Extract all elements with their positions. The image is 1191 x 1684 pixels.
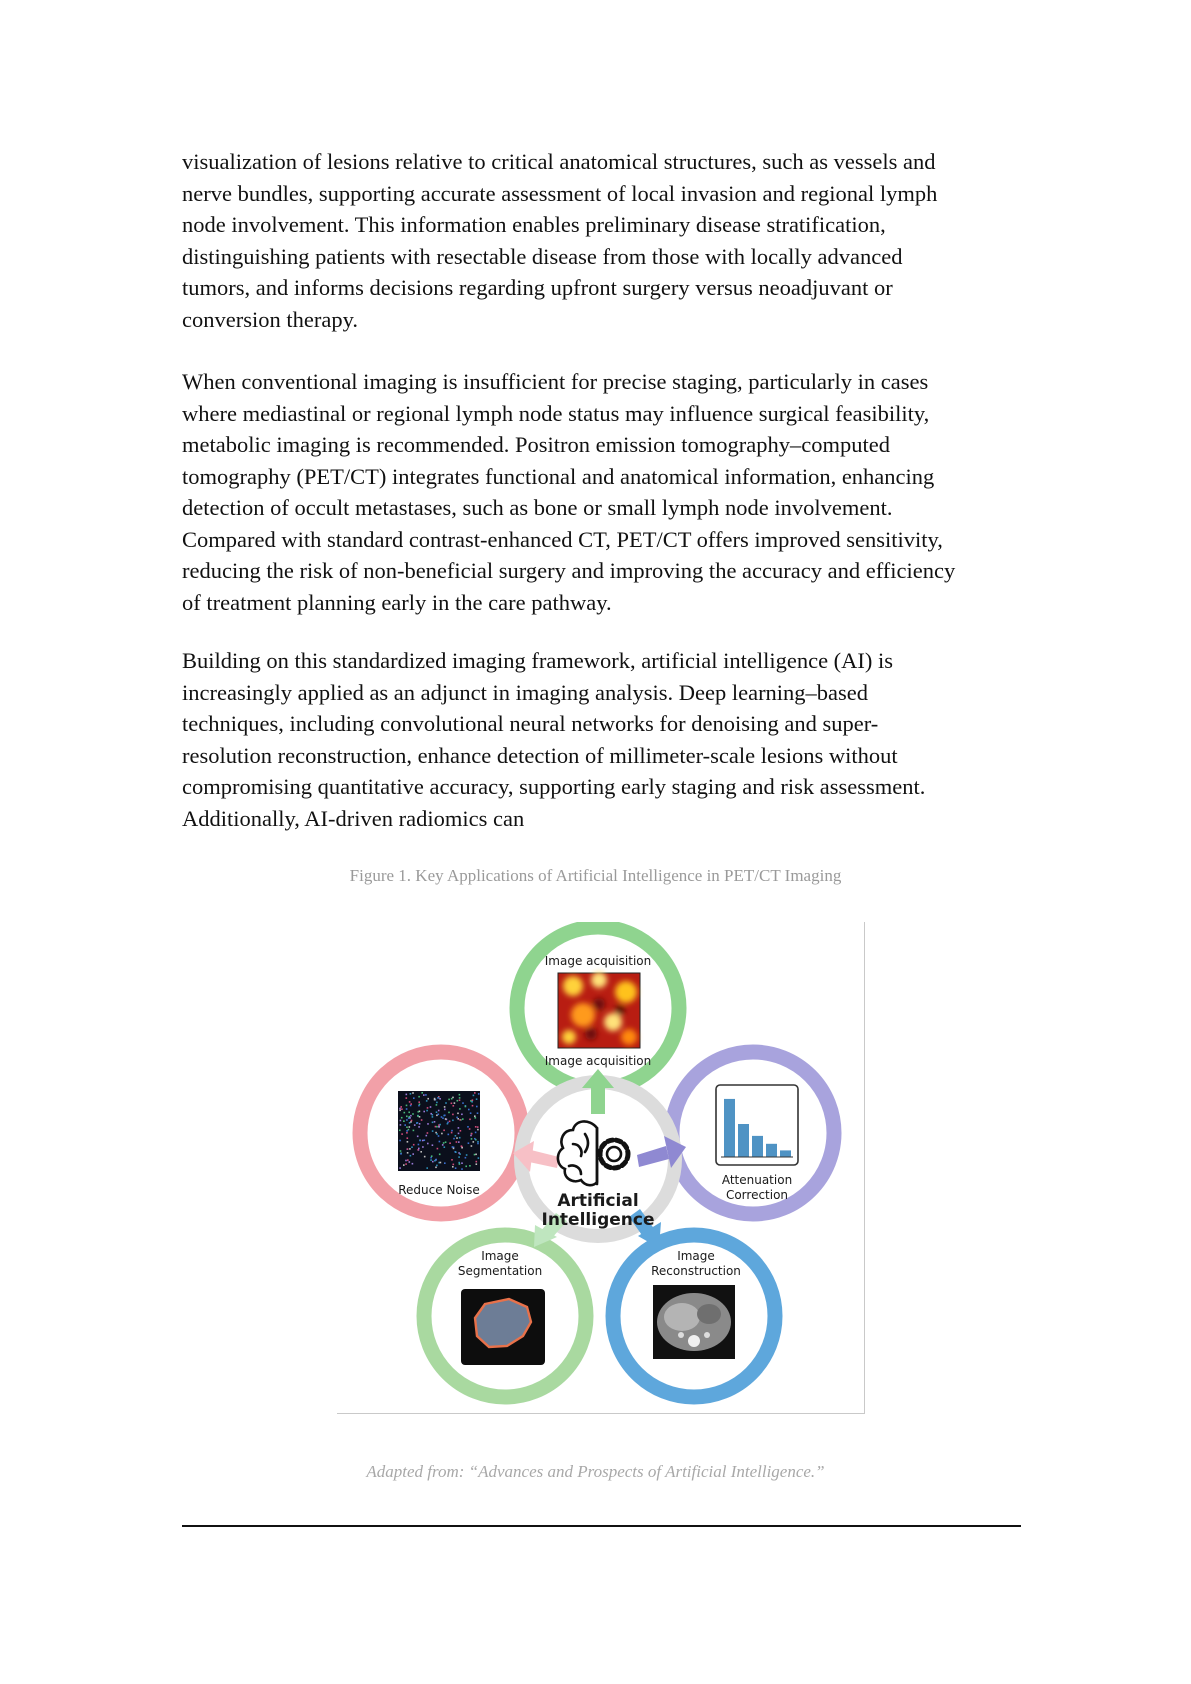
noise-speck — [436, 1133, 438, 1135]
noise-speck — [410, 1121, 412, 1123]
noise-speck — [453, 1148, 455, 1150]
noise-speck — [452, 1097, 454, 1099]
noise-speck — [401, 1117, 403, 1119]
noise-speck — [452, 1120, 454, 1122]
noise-speck — [470, 1135, 472, 1137]
noise-speck — [458, 1141, 460, 1143]
noise-speck — [427, 1107, 429, 1109]
noise-speck — [451, 1159, 453, 1161]
noise-speck — [453, 1164, 455, 1166]
noise-speck — [476, 1098, 478, 1100]
noise-speck — [451, 1132, 453, 1134]
noise-speck — [444, 1106, 446, 1108]
paragraph-line: node involvement. This information enables preliminary disease stratification, — [182, 212, 886, 237]
noise-speck — [449, 1142, 451, 1144]
noise-speck — [407, 1159, 409, 1161]
noise-speck — [457, 1118, 459, 1120]
noise-speck — [445, 1118, 447, 1120]
noise-speck — [419, 1140, 421, 1142]
center-label-line2: Intelligence — [541, 1210, 655, 1230]
noise-speck — [438, 1126, 440, 1128]
noise-speck — [456, 1117, 458, 1119]
noise-speck — [462, 1102, 464, 1104]
noise-speck — [426, 1167, 428, 1169]
noise-speck — [445, 1102, 447, 1104]
noise-speck — [407, 1152, 409, 1154]
noise-speck — [413, 1130, 415, 1132]
noise-speck — [417, 1115, 419, 1117]
noise-speck — [413, 1144, 415, 1146]
noise-speck — [477, 1126, 479, 1128]
noise-speck — [410, 1115, 412, 1117]
noise-speck — [436, 1115, 438, 1117]
figure-source: Adapted from: “Advances and Prospects of Artificial Intelligence.” — [366, 1462, 825, 1481]
noise-speck — [459, 1163, 461, 1165]
noise-speck — [417, 1149, 419, 1151]
noise-speck — [458, 1156, 460, 1158]
noise-speck — [407, 1148, 409, 1150]
noise-speck — [456, 1141, 458, 1143]
noise-speck — [452, 1146, 454, 1148]
paragraph-line: Compared with standard contrast-enhanced CT, PET/CT offers improved sensitivity, — [182, 526, 943, 552]
noise-speck — [459, 1119, 461, 1121]
histogram-bar — [752, 1136, 763, 1157]
paragraph-line: visualization of lesions relative to critical anatomical structures, such as vessels and — [182, 149, 936, 174]
noise-speck — [406, 1105, 408, 1107]
noise-speck — [419, 1104, 421, 1106]
noise-speck — [461, 1162, 463, 1164]
noise-speck — [477, 1112, 479, 1114]
noise-speck — [410, 1155, 412, 1157]
noise-speck — [443, 1130, 445, 1132]
noise-speck — [454, 1102, 456, 1104]
noisy-scan-image — [398, 1091, 480, 1171]
noise-speck — [427, 1123, 429, 1125]
noise-speck — [475, 1126, 477, 1128]
noise-speck — [430, 1157, 432, 1159]
noise-speck — [425, 1094, 427, 1096]
noise-speck — [423, 1094, 425, 1096]
center-label-line1: Artificial — [557, 1191, 639, 1211]
attenuation-label-line2: Correction — [725, 1188, 789, 1202]
noise-speck — [409, 1122, 411, 1124]
paragraph-line: When conventional imaging is insufficient for precise staging, particularly in cases — [182, 369, 929, 394]
noise-speck — [400, 1120, 402, 1122]
noise-speck — [409, 1116, 411, 1118]
acquisition-label-top: Image acquisition — [544, 954, 652, 968]
paragraph-line: of treatment planning early in the care pathway. — [182, 589, 612, 615]
paragraph-line: Additionally, AI-driven radiomics can — [182, 805, 525, 831]
noise-speck — [438, 1110, 440, 1112]
noise-speck — [431, 1155, 433, 1157]
noise-speck — [455, 1167, 457, 1169]
noise-speck — [436, 1165, 438, 1167]
noise-speck — [442, 1117, 444, 1119]
noise-speck — [418, 1126, 420, 1128]
noise-speck — [461, 1114, 463, 1116]
noise-speck — [399, 1167, 401, 1169]
noise-speck — [432, 1144, 434, 1146]
noise-speck — [436, 1104, 438, 1106]
noise-speck — [411, 1120, 413, 1122]
noise-speck — [406, 1119, 408, 1121]
noise-speck — [456, 1137, 458, 1139]
noise-speck — [472, 1099, 474, 1101]
noise-speck — [458, 1127, 460, 1129]
noise-speck — [422, 1146, 424, 1148]
noise-speck — [406, 1094, 408, 1096]
noise-speck — [423, 1111, 425, 1113]
noise-speck — [469, 1165, 471, 1167]
noise-speck — [467, 1126, 469, 1128]
noise-speck — [465, 1166, 467, 1168]
histogram-bar — [724, 1099, 735, 1157]
noise-speck — [409, 1161, 411, 1163]
noise-speck — [444, 1146, 446, 1148]
paragraph-line: reducing the risk of non-beneficial surgery and improving the accuracy and efficiency — [182, 558, 956, 583]
noise-speck — [418, 1148, 420, 1150]
noise-speck — [399, 1140, 401, 1142]
noise-speck — [435, 1167, 437, 1169]
noise-speck — [436, 1126, 438, 1128]
noise-speck — [426, 1100, 428, 1102]
noise-speck — [453, 1138, 455, 1140]
noise-speck — [418, 1144, 420, 1146]
noise-speck — [458, 1162, 460, 1164]
paragraph-line: tumors, and informs decisions regarding upfront surgery versus neoadjuvant or — [182, 275, 893, 300]
noise-speck — [471, 1145, 473, 1147]
noise-speck — [473, 1141, 475, 1143]
noise-speck — [417, 1122, 419, 1124]
noise-speck — [476, 1163, 478, 1165]
noise-speck — [422, 1140, 424, 1142]
noise-speck — [406, 1126, 408, 1128]
noise-speck — [441, 1116, 443, 1118]
noise-speck — [408, 1112, 410, 1114]
figure-caption: Figure 1. Key Applications of Artificial Intelligence in PET/CT Imaging — [349, 866, 842, 885]
noise-speck — [466, 1154, 468, 1156]
noise-speck — [459, 1108, 461, 1110]
noise-speck — [438, 1135, 440, 1137]
paragraph-3 — [182, 645, 1022, 834]
noise-speck — [410, 1103, 412, 1105]
noise-speck — [399, 1130, 401, 1132]
noise-speck — [421, 1119, 423, 1121]
noise-speck — [447, 1122, 449, 1124]
noise-speck — [458, 1133, 460, 1135]
paragraph-2 — [182, 366, 1022, 618]
noise-speck — [430, 1113, 432, 1115]
paragraph-line: conversion therapy. — [182, 306, 358, 332]
noise-speck — [414, 1124, 416, 1126]
noise-speck — [448, 1112, 450, 1114]
noise-speck — [417, 1136, 419, 1138]
noise-speck — [409, 1101, 411, 1103]
histogram-image — [716, 1085, 798, 1165]
noise-speck — [404, 1112, 406, 1114]
reduce-noise-label: Reduce Noise — [398, 1183, 480, 1197]
noise-speck — [430, 1106, 432, 1108]
segmentation-label-line2: Segmentation — [457, 1264, 543, 1278]
noise-speck — [432, 1130, 434, 1132]
noise-speck — [403, 1164, 405, 1166]
noise-speck — [475, 1132, 477, 1134]
paragraph-line: detection of occult metastases, such as bone or small lymph node involvement. — [182, 495, 893, 520]
noise-speck — [477, 1143, 479, 1145]
noise-speck — [471, 1133, 473, 1135]
noise-speck — [461, 1145, 463, 1147]
noise-speck — [452, 1166, 454, 1168]
noise-speck — [427, 1098, 429, 1100]
noise-speck — [401, 1108, 403, 1110]
noise-speck — [476, 1106, 478, 1108]
noise-speck — [411, 1146, 413, 1148]
noise-speck — [437, 1148, 439, 1150]
noise-speck — [451, 1103, 453, 1105]
noise-speck — [430, 1159, 432, 1161]
noise-speck — [444, 1115, 446, 1117]
noise-speck — [439, 1154, 441, 1156]
noise-speck — [474, 1154, 476, 1156]
noise-speck — [434, 1121, 436, 1123]
noise-speck — [437, 1097, 439, 1099]
noise-speck — [468, 1142, 470, 1144]
noise-speck — [459, 1094, 461, 1096]
noise-speck — [435, 1132, 437, 1134]
noise-speck — [409, 1148, 411, 1150]
noise-speck — [412, 1163, 414, 1165]
noise-speck — [427, 1143, 429, 1145]
paragraph-line: where mediastinal or regional lymph node status may influence surgical feasibility, — [182, 400, 930, 426]
noise-speck — [435, 1126, 437, 1128]
noise-speck — [400, 1153, 402, 1155]
footer-rule — [182, 1525, 1021, 1527]
noise-speck — [410, 1105, 412, 1107]
paragraph-line: tomography (PET/CT) integrates functional and anatomical information, enhancing — [182, 463, 935, 489]
noise-speck — [473, 1095, 475, 1097]
ct-scan-image — [653, 1285, 735, 1359]
paragraph-line: techniques, including convolutional neural networks for denoising and super- — [182, 711, 879, 736]
noise-speck — [468, 1109, 470, 1111]
paragraph-line: resolution reconstruction, enhance detection of millimeter-scale lesions without — [182, 742, 898, 768]
noise-speck — [406, 1108, 408, 1110]
noise-speck — [477, 1141, 479, 1143]
noise-speck — [443, 1142, 445, 1144]
noise-speck — [408, 1117, 410, 1119]
noise-speck — [406, 1132, 408, 1134]
noise-speck — [444, 1109, 446, 1111]
paragraph-line: increasingly applied as an adjunct in imaging analysis. Deep learning–based — [182, 679, 869, 705]
noise-speck — [400, 1106, 402, 1108]
noise-speck — [448, 1099, 450, 1101]
noise-speck — [459, 1097, 461, 1099]
noise-speck — [419, 1123, 421, 1125]
noise-speck — [475, 1117, 477, 1119]
noise-speck — [421, 1092, 423, 1094]
noise-speck — [399, 1110, 401, 1112]
noise-speck — [435, 1159, 437, 1161]
segmentation-label-line1: Image — [481, 1249, 519, 1263]
paragraph-line: compromising quantitative accuracy, supporting early staging and risk assessment. — [182, 774, 926, 799]
noise-speck — [462, 1118, 464, 1120]
noise-speck — [440, 1162, 442, 1164]
noise-speck — [459, 1137, 461, 1139]
noise-speck — [449, 1121, 451, 1123]
noise-speck — [424, 1156, 426, 1158]
noise-speck — [412, 1092, 414, 1094]
noise-speck — [439, 1124, 441, 1126]
noise-speck — [459, 1153, 461, 1155]
noise-speck — [419, 1116, 421, 1118]
noise-speck — [410, 1093, 412, 1095]
noise-speck — [426, 1135, 428, 1137]
noise-speck — [469, 1119, 471, 1121]
noise-speck — [476, 1161, 478, 1163]
paragraph-1 — [182, 146, 1022, 335]
noise-speck — [400, 1150, 402, 1152]
noise-speck — [475, 1154, 477, 1156]
histogram-bar — [766, 1144, 777, 1157]
noise-speck — [412, 1153, 414, 1155]
noise-speck — [399, 1108, 401, 1110]
noise-speck — [472, 1105, 474, 1107]
noise-speck — [453, 1105, 455, 1107]
segmentation-mask-image — [461, 1289, 545, 1365]
noise-speck — [439, 1098, 441, 1100]
acquisition-label-bottom: Image acquisition — [544, 1054, 652, 1068]
noise-speck — [412, 1113, 414, 1115]
noise-speck — [444, 1162, 446, 1164]
noise-speck — [404, 1124, 406, 1126]
noise-speck — [424, 1139, 426, 1141]
noise-speck — [432, 1116, 434, 1118]
noise-speck — [413, 1097, 415, 1099]
noise-speck — [439, 1141, 441, 1143]
noise-speck — [441, 1133, 443, 1135]
paragraph-line: distinguishing patients with resectable disease from those with locally advanced — [182, 243, 903, 269]
attenuation-label-line1: Attenuation — [721, 1173, 793, 1187]
noise-speck — [469, 1128, 471, 1130]
paragraph-line: nerve bundles, supporting accurate assessment of local invasion and regional lymph — [182, 180, 938, 206]
noise-speck — [445, 1141, 447, 1143]
pet-heatmap-image — [558, 972, 640, 1048]
noise-speck — [438, 1114, 440, 1116]
noise-speck — [460, 1130, 462, 1132]
noise-speck — [406, 1116, 408, 1118]
noise-speck — [470, 1112, 472, 1114]
noise-speck — [407, 1137, 409, 1139]
noise-speck — [418, 1101, 420, 1103]
paragraph-line: Building on this standardized imaging framework, artificial intelligence (AI) is — [182, 648, 894, 673]
histogram-bar — [780, 1150, 791, 1157]
noise-speck — [406, 1097, 408, 1099]
noise-speck — [436, 1102, 438, 1104]
noise-speck — [477, 1129, 479, 1131]
noise-speck — [442, 1144, 444, 1146]
noise-speck — [474, 1115, 476, 1117]
noise-speck — [474, 1138, 476, 1140]
noise-speck — [427, 1132, 429, 1134]
reconstruction-label-line1: Image — [677, 1249, 715, 1263]
noise-speck — [452, 1114, 454, 1116]
noise-speck — [407, 1141, 409, 1143]
histogram-bar — [738, 1124, 749, 1157]
noise-speck — [471, 1101, 473, 1103]
noise-speck — [455, 1151, 457, 1153]
noise-speck — [465, 1106, 467, 1108]
noise-speck — [432, 1122, 434, 1124]
noise-speck — [420, 1151, 422, 1153]
noise-speck — [478, 1157, 480, 1159]
noise-speck — [426, 1110, 428, 1112]
noise-speck — [418, 1111, 420, 1113]
noise-speck — [403, 1120, 405, 1122]
noise-speck — [418, 1096, 420, 1098]
noise-speck — [400, 1124, 402, 1126]
noise-speck — [471, 1138, 473, 1140]
noise-speck — [401, 1133, 403, 1135]
noise-speck — [457, 1113, 459, 1115]
noise-speck — [478, 1093, 480, 1095]
noise-speck — [474, 1092, 476, 1094]
noise-speck — [465, 1157, 467, 1159]
noise-speck — [451, 1130, 453, 1132]
noise-speck — [461, 1147, 463, 1149]
noise-speck — [448, 1134, 450, 1136]
noise-speck — [405, 1160, 407, 1162]
paragraph-line: metabolic imaging is recommended. Positron emission tomography–computed — [182, 432, 891, 457]
noise-speck — [457, 1100, 459, 1102]
noise-speck — [434, 1098, 436, 1100]
noise-speck — [459, 1099, 461, 1101]
noise-speck — [432, 1161, 434, 1163]
noise-speck — [455, 1135, 457, 1137]
noise-speck — [406, 1130, 408, 1132]
noise-speck — [436, 1111, 438, 1113]
ai-applications-diagram — [337, 922, 865, 1414]
figure-1 — [337, 922, 865, 1414]
noise-speck — [409, 1126, 411, 1128]
reconstruction-label-line2: Reconstruction — [651, 1264, 741, 1278]
noise-speck — [461, 1168, 463, 1170]
noise-speck — [405, 1163, 407, 1165]
